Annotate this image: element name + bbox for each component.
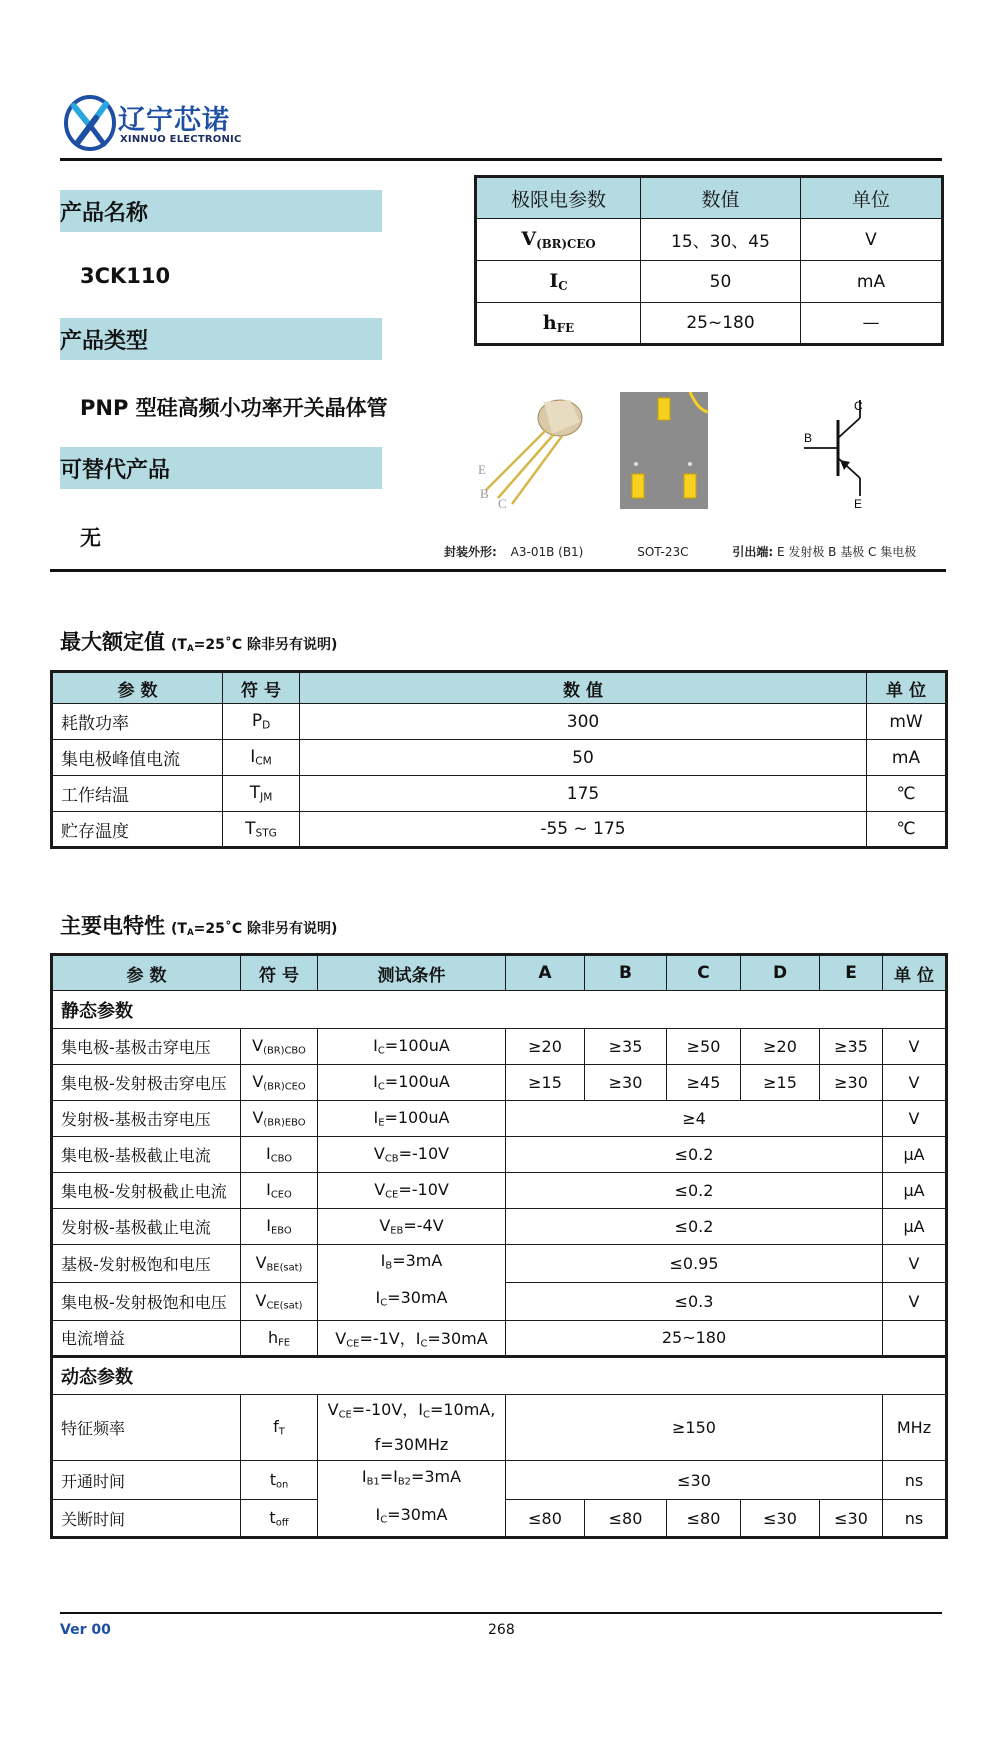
sym-sub: FE	[278, 1337, 291, 1349]
table-row	[476, 219, 943, 261]
limit-param-cell	[476, 303, 641, 345]
max-symbol	[223, 704, 300, 740]
elec-unit: μA	[883, 1209, 947, 1245]
cond: V	[335, 1329, 347, 1349]
elec-condition	[318, 1029, 506, 1065]
table-row	[52, 704, 947, 740]
elec-param: 特征频率	[52, 1394, 241, 1460]
max-ratings-condition	[171, 637, 337, 653]
limit-param-sub: C	[558, 278, 568, 293]
sym: V	[252, 1036, 264, 1056]
elec-value: ≥4	[506, 1101, 883, 1137]
max-sym-sub: JM	[260, 791, 273, 804]
sym-sub: T	[278, 1426, 285, 1438]
limit-unit: V	[801, 219, 943, 261]
elec-condition	[318, 1320, 506, 1356]
alternative-value: 无	[80, 526, 101, 550]
sym-sub: on	[275, 1479, 289, 1491]
max-sym: T	[249, 783, 261, 804]
cond-line-ib	[318, 1245, 505, 1282]
elec-condition	[318, 1394, 506, 1460]
sym-sub: CBO	[270, 1153, 293, 1165]
max-param: 工作结温	[52, 776, 223, 812]
cond-sub: C	[377, 1045, 385, 1057]
elec-param: 开通时间	[52, 1461, 241, 1499]
dynamic-params-label: 动态参数	[52, 1356, 947, 1394]
elec-cond-rest: =25˚C 除非另有说明)	[193, 921, 338, 937]
limit-parameters-table	[474, 175, 944, 346]
grade-b-value: ≥35	[585, 1029, 667, 1065]
limit-header-value: 数值	[641, 177, 801, 219]
static-params-label: 静态参数	[52, 991, 947, 1029]
grade-a-value: ≤80	[506, 1499, 585, 1537]
cond-rest: =-10V，	[351, 1399, 419, 1419]
sym-sub: off	[275, 1517, 289, 1529]
max-symbol	[223, 776, 300, 812]
max-sym-sub: CM	[255, 755, 272, 768]
max-sym: P	[251, 711, 263, 732]
package-caption	[444, 543, 944, 560]
cond-line-1	[318, 1395, 505, 1430]
alternative-label: 可替代产品	[60, 458, 171, 483]
elec-unit: μA	[883, 1173, 947, 1209]
cond: I	[380, 1251, 386, 1270]
cond: I	[375, 1288, 381, 1308]
product-type-label: 产品类型	[60, 329, 149, 354]
elec-symbol	[241, 1320, 318, 1356]
cond: I	[373, 1108, 379, 1128]
elec-cond: (T	[171, 921, 187, 937]
elec-unit: V	[883, 1065, 947, 1101]
elec-param: 集电极-基极击穿电压	[52, 1029, 241, 1065]
max-ratings-heading: 最大额定值	[60, 630, 165, 654]
limit-param: V	[521, 228, 537, 251]
sym: I	[266, 1180, 271, 1200]
elec-value: 25~180	[506, 1320, 883, 1356]
max-header-param: 参 数	[52, 672, 223, 704]
elec-unit: ns	[883, 1499, 947, 1537]
version-label: Ver 00	[60, 1622, 111, 1638]
elec-condition	[171, 921, 337, 937]
elec-header-condition: 测试条件	[318, 955, 506, 991]
table-row	[476, 261, 943, 303]
elec-value: ≤0.2	[506, 1209, 883, 1245]
max-header-unit: 单 位	[867, 672, 947, 704]
limit-param-cell	[476, 261, 641, 303]
grade-b-value: ≥30	[585, 1065, 667, 1101]
elec-value: ≤0.2	[506, 1173, 883, 1209]
elec-value: ≤0.95	[506, 1245, 883, 1283]
max-sym: T	[245, 818, 256, 839]
elec-param: 关断时间	[52, 1499, 241, 1537]
limit-value: 15、30、45	[641, 219, 801, 261]
cond-sub: C	[377, 1081, 385, 1093]
cond-sub: CE	[385, 1189, 399, 1201]
cond-rest: =-10V	[398, 1180, 449, 1200]
cond-sub: CE	[338, 1409, 352, 1421]
product-name-band	[60, 190, 382, 232]
sym: f	[273, 1417, 279, 1437]
max-header-value: 数 值	[300, 672, 867, 704]
cond: V	[374, 1180, 386, 1200]
sym: V	[255, 1291, 267, 1311]
limit-param-sub: (BR)CEO	[536, 236, 596, 251]
table-row	[52, 776, 947, 812]
grade-c-value: ≤80	[667, 1499, 741, 1537]
limit-unit: mA	[801, 261, 943, 303]
grade-a-value: ≥15	[506, 1065, 585, 1101]
company-logo	[62, 92, 242, 158]
elec-condition	[318, 1101, 506, 1137]
elec-unit: V	[883, 1245, 947, 1283]
elec-header-b: B	[585, 955, 667, 991]
table-row	[52, 1065, 947, 1101]
cond-line-ib	[318, 1461, 505, 1498]
page-number: 268	[488, 1622, 515, 1638]
sot23-package-image	[620, 392, 708, 509]
sym-sub: BE(sat)	[266, 1262, 303, 1274]
elec-symbol	[241, 1137, 318, 1173]
elec-param: 集电极-发射极击穿电压	[52, 1065, 241, 1101]
sym: t	[269, 1469, 276, 1489]
limit-value: 50	[641, 261, 801, 303]
cond: V	[327, 1399, 339, 1419]
cond-rest: =30mA	[387, 1288, 448, 1308]
elec-condition	[318, 1173, 506, 1209]
limit-param: h	[542, 311, 557, 334]
elec-header-unit: 单 位	[883, 955, 947, 991]
table-row	[52, 1137, 947, 1173]
cond-rest: =-10V	[398, 1144, 450, 1164]
limit-value: 25~180	[641, 303, 801, 345]
elec-header-param: 参 数	[52, 955, 241, 991]
elec-symbol	[241, 1245, 318, 1283]
max-value: 50	[300, 740, 867, 776]
elec-condition-sat	[318, 1245, 506, 1321]
cond: I	[375, 1504, 381, 1524]
elec-param: 集电极-发射极饱和电压	[52, 1282, 241, 1320]
product-name-label: 产品名称	[60, 201, 149, 226]
sym: I	[266, 1216, 272, 1236]
sym: h	[267, 1327, 279, 1347]
cond-sub: B	[385, 1260, 393, 1272]
elec-header-a: A	[506, 955, 585, 991]
elec-unit: ns	[883, 1461, 947, 1499]
elec-unit: V	[883, 1282, 947, 1320]
elec-value: ≤30	[506, 1461, 883, 1499]
elec-unit	[883, 1320, 947, 1356]
cond-sub: B2	[397, 1476, 411, 1488]
max-cond-rest: =25˚C 除非另有说明)	[193, 637, 338, 653]
cond-sub: C	[420, 1338, 428, 1350]
limit-header-unit: 单位	[801, 177, 943, 219]
max-header-symbol: 符 号	[223, 672, 300, 704]
pins-description: E 发射极 B 基极 C 集电极	[776, 545, 917, 559]
limit-param-cell	[476, 219, 641, 261]
pnp-transistor-symbol	[796, 392, 886, 512]
sym: V	[252, 1072, 264, 1092]
elec-symbol	[241, 1209, 318, 1245]
cond-sub: E	[378, 1117, 385, 1129]
max-sym-sub: STG	[255, 827, 277, 840]
sym: t	[269, 1507, 276, 1527]
sym-sub: CE(sat)	[266, 1300, 303, 1312]
cond: I	[361, 1467, 367, 1487]
to92-pin-c: C	[498, 496, 507, 510]
elec-symbol	[241, 1065, 318, 1101]
elec-header-c: C	[667, 955, 741, 991]
elec-heading: 主要电特性	[60, 914, 165, 938]
max-unit: mW	[867, 704, 947, 740]
elec-param: 发射极-基极截止电流	[52, 1209, 241, 1245]
elec-unit: μA	[883, 1137, 947, 1173]
elec-param: 集电极-基极截止电流	[52, 1137, 241, 1173]
max-cond-sub: A	[186, 644, 194, 655]
section-rule	[50, 569, 946, 572]
table-row	[52, 1394, 947, 1460]
max-sym-sub: D	[262, 719, 271, 732]
to92-package-image	[474, 392, 594, 510]
max-ratings-title	[60, 626, 337, 656]
max-param: 贮存温度	[52, 812, 223, 848]
cond: I	[373, 1072, 378, 1092]
grade-a-value: ≥20	[506, 1029, 585, 1065]
package-label: 封装外形:	[444, 545, 497, 559]
sym: V	[255, 1253, 267, 1273]
cond-sub: C	[423, 1409, 430, 1421]
elec-title	[60, 910, 337, 940]
grade-c-value: ≥45	[667, 1065, 741, 1101]
sym-sub: (BR)CBO	[263, 1045, 306, 1057]
cond-rest: =10mA,	[429, 1399, 496, 1419]
cond-rest: =100uA	[384, 1108, 450, 1128]
max-sym: I	[250, 747, 256, 768]
grade-d-value: ≥20	[741, 1029, 820, 1065]
cond-line-2: f=30MHz	[374, 1435, 449, 1455]
elec-symbol	[241, 1499, 318, 1537]
max-value: -55 ~ 175	[300, 812, 867, 848]
product-type-band	[60, 318, 382, 360]
symbol-pin-b: B	[804, 431, 813, 445]
elec-param: 基极-发射极饱和电压	[52, 1245, 241, 1283]
cond-sub: B1	[366, 1476, 380, 1488]
table-row	[52, 1173, 947, 1209]
sym-sub: (BR)CEO	[263, 1081, 306, 1093]
elec-symbol	[241, 1029, 318, 1065]
cond: I	[418, 1399, 424, 1419]
elec-condition	[318, 1137, 506, 1173]
table-row	[52, 1209, 947, 1245]
max-ratings-table	[50, 670, 948, 849]
cond-rest: =3mA	[410, 1467, 462, 1487]
cond: I	[373, 1036, 378, 1056]
elec-unit: V	[883, 1101, 947, 1137]
max-param: 集电极峰值电流	[52, 740, 223, 776]
package-name-2: SOT-23C	[637, 545, 689, 559]
elec-value: ≤0.2	[506, 1137, 883, 1173]
cond-sub: C	[380, 1297, 388, 1309]
product-type-value: PNP 型硅高频小功率开关晶体管	[80, 396, 388, 420]
cond-sub: C	[380, 1514, 388, 1526]
elec-header-e: E	[820, 955, 883, 991]
footer-rule	[60, 1612, 942, 1614]
table-row	[52, 1245, 947, 1283]
header-rule	[60, 158, 942, 161]
elec-param: 集电极-发射极截止电流	[52, 1173, 241, 1209]
max-unit: ℃	[867, 776, 947, 812]
elec-value: ≥150	[506, 1394, 883, 1460]
cond-rest: =-4V	[403, 1216, 444, 1236]
to92-pin-e: E	[478, 462, 486, 477]
cond-mid: =I	[379, 1467, 398, 1487]
xinnuo-logo-icon	[62, 92, 118, 154]
elec-header-d: D	[741, 955, 820, 991]
cond-rest: =30mA	[427, 1329, 488, 1349]
elec-condition	[318, 1065, 506, 1101]
symbol-pin-e: E	[854, 497, 863, 511]
sym-sub: CEO	[270, 1189, 292, 1201]
grade-d-value: ≤30	[741, 1499, 820, 1537]
max-cond: (T	[171, 637, 187, 653]
table-row	[52, 1320, 947, 1356]
cond-line-ic	[318, 1282, 505, 1319]
cond: V	[379, 1216, 391, 1236]
elec-symbol	[241, 1461, 318, 1499]
cond-rest: =30mA	[387, 1504, 448, 1524]
grade-c-value: ≥50	[667, 1029, 741, 1065]
cond-rest: =100uA	[384, 1036, 450, 1056]
elec-condition-switch	[318, 1461, 506, 1538]
grade-e-value: ≥30	[820, 1065, 883, 1101]
limit-unit: —	[801, 303, 943, 345]
cond-rest: =-1V，	[359, 1329, 416, 1349]
elec-cond-sub: A	[186, 928, 194, 939]
package-name-1: A3-01B (B1)	[510, 545, 584, 559]
elec-value: ≤0.3	[506, 1282, 883, 1320]
max-value: 175	[300, 776, 867, 812]
table-row	[52, 1101, 947, 1137]
limit-header-param: 极限电参数	[476, 177, 641, 219]
product-name-value: 3CK110	[80, 264, 171, 288]
logo-chinese-name: 辽宁芯诺	[118, 105, 230, 136]
table-row	[52, 812, 947, 848]
sym: V	[252, 1108, 264, 1128]
table-row	[52, 1029, 947, 1065]
max-symbol	[223, 812, 300, 848]
limit-param-sub: FE	[556, 320, 575, 335]
table-row	[476, 303, 943, 345]
elec-condition	[318, 1209, 506, 1245]
elec-symbol	[241, 1394, 318, 1460]
elec-symbol	[241, 1101, 318, 1137]
grade-b-value: ≤80	[585, 1499, 667, 1537]
cond-rest: =100uA	[384, 1072, 450, 1092]
elec-header-symbol: 符 号	[241, 955, 318, 991]
alternative-band	[60, 447, 382, 489]
elec-param: 电流增益	[52, 1320, 241, 1356]
elec-symbol	[241, 1282, 318, 1320]
pins-label: 引出端:	[732, 545, 774, 559]
cond-line-ic	[318, 1499, 505, 1536]
elec-unit: MHz	[883, 1394, 947, 1460]
max-value: 300	[300, 704, 867, 740]
elec-param: 发射极-基极击穿电压	[52, 1101, 241, 1137]
cond-sub: CE	[346, 1338, 360, 1350]
limit-param: I	[549, 270, 559, 293]
table-row	[52, 1461, 947, 1499]
grade-d-value: ≥15	[741, 1065, 820, 1101]
elec-symbol	[241, 1173, 318, 1209]
cond-sub: EB	[390, 1225, 404, 1237]
max-param: 耗散功率	[52, 704, 223, 740]
cond-sub: CB	[384, 1153, 399, 1165]
cond: V	[373, 1144, 385, 1164]
electrical-characteristics-table	[50, 953, 948, 1539]
sym: I	[265, 1144, 271, 1164]
grade-e-value: ≥35	[820, 1029, 883, 1065]
sym-sub: EBO	[271, 1225, 292, 1237]
logo-english-name: XINNUO ELECTRONIC	[120, 134, 242, 145]
cond: I	[415, 1329, 421, 1349]
table-row	[52, 740, 947, 776]
grade-e-value: ≤30	[820, 1499, 883, 1537]
max-unit: mA	[867, 740, 947, 776]
max-symbol	[223, 740, 300, 776]
max-unit: ℃	[867, 812, 947, 848]
sym-sub: (BR)EBO	[263, 1117, 306, 1129]
to92-pin-b: B	[480, 486, 489, 501]
elec-unit: V	[883, 1029, 947, 1065]
cond-rest: =3mA	[392, 1251, 443, 1270]
symbol-pin-c: C	[854, 399, 863, 413]
